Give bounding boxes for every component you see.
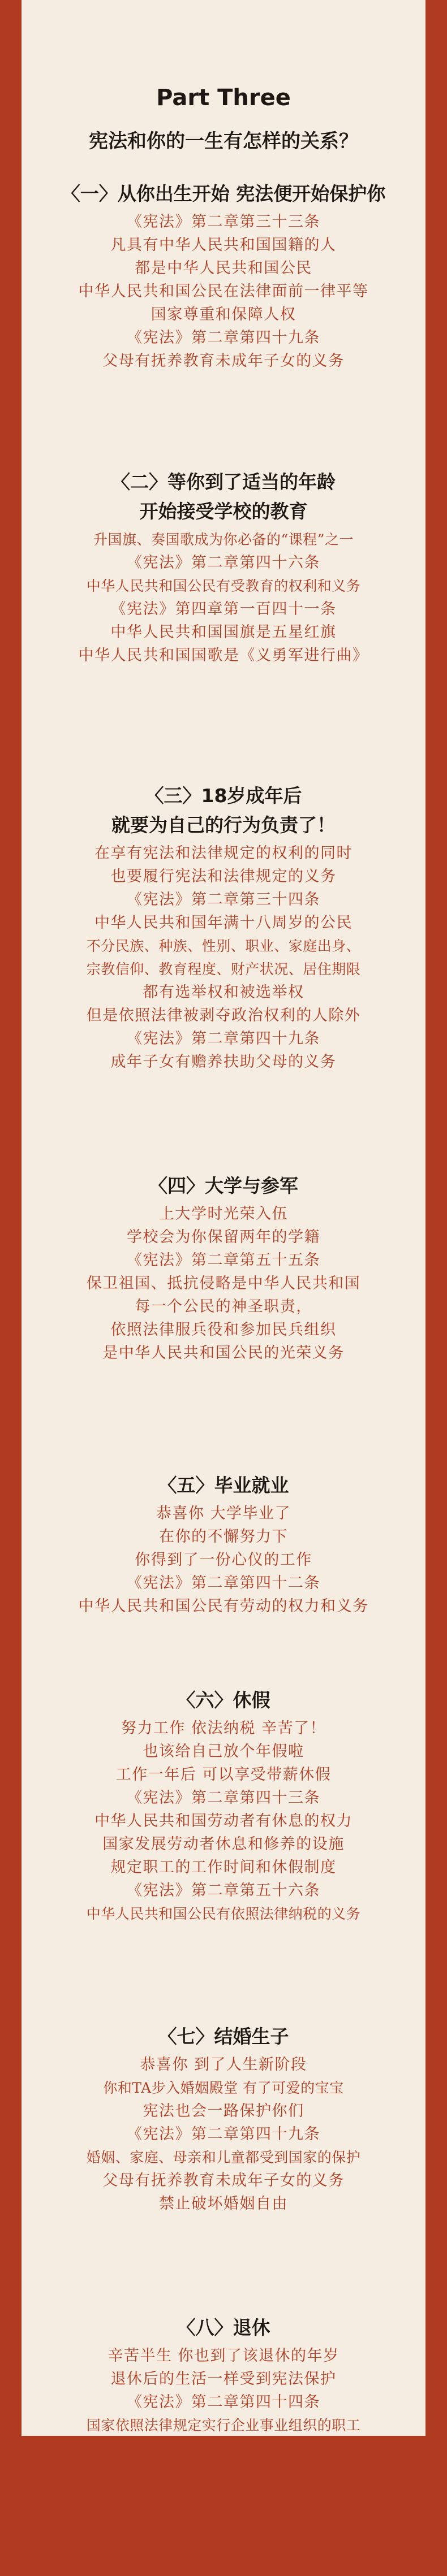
section-line: 《宪法》第二章第四十九条	[127, 329, 320, 347]
section-1	[22, 181, 425, 373]
section-line: 父母有抚养教育未成年子女的义务	[102, 352, 345, 370]
section-heading: 就要为自己的行为负责了！	[111, 814, 336, 836]
section-line: 中华人民共和国年满十八周岁的公民	[94, 914, 353, 932]
section-line: 有从国家和社会获得物质帮助的权力	[94, 2556, 353, 2573]
section-line: 恭喜你 大学毕业了	[156, 1505, 291, 1522]
main-question: 宪法和你的一生有怎样的关系？	[89, 130, 358, 153]
section-line: 辛苦半生 你也到了该退休的年岁	[108, 2347, 339, 2365]
section-line: 但是依照法律被剥夺政治权利的人除外	[86, 1007, 361, 1024]
section-line: 宗教信仰、教育程度、财产状况、居住期限	[86, 961, 361, 977]
part-title: Part Three	[156, 85, 291, 111]
section-line: 都有选举权和被选举权	[143, 984, 304, 1001]
section-line: 退休后的生活一样受到宪法保护	[110, 2370, 337, 2388]
section-line: 依照法律服兵役和参加民兵组织	[110, 1321, 337, 1339]
section-5	[22, 1473, 425, 1618]
section-4	[22, 1173, 425, 1365]
section-line: 《宪法》第二章第三十三条	[127, 213, 320, 231]
section-line: 《宪法》第二章第四十六条	[127, 554, 320, 572]
section-heading: 开始接受学校的教育	[139, 500, 308, 522]
section-line: 退休人员的生活受到国家和社会的保障	[86, 2463, 361, 2480]
section-line: 国家发展劳动者休息和修养的设施	[102, 1835, 345, 1853]
section-line: 《宪法》第二章第四十四条	[127, 2393, 320, 2411]
section-line: 《宪法》第二章第五十六条	[127, 1882, 320, 1899]
section-line: 和国家机关工作人员的退休制度	[110, 2440, 337, 2457]
section-line: 中华人民共和国劳动者有休息的权力	[94, 1812, 353, 1830]
section-6	[22, 1687, 425, 1925]
section-line: 禁止破坏婚姻自由	[159, 2195, 288, 2213]
section-line: 《宪法》第二章第四十五条	[127, 2486, 320, 2504]
section-heading: 〈六〉休假	[177, 1689, 270, 1711]
section-line: 父母有抚养教育未成年子女的义务	[102, 2172, 345, 2189]
section-line: 《宪法》第二章第三十四条	[127, 891, 320, 908]
section-line: 是中华人民共和国公民的光荣义务	[102, 1344, 345, 1362]
section-7	[22, 2024, 425, 2215]
section-2	[22, 469, 425, 667]
section-3	[22, 783, 425, 1073]
section-heading: 〈三〉18岁成年后	[145, 785, 302, 807]
section-line: 升国旗、奏国歌成为你必备的“课程”之一	[93, 531, 354, 548]
section-line: 上大学时光荣入伍	[159, 1205, 288, 1223]
section-line: 在你的不懈努力下	[159, 1528, 288, 1545]
content-paper	[22, 0, 425, 2573]
section-line: 努力工作 依法纳税 辛苦了！	[121, 1720, 326, 1737]
section-line: 在享有宪法和法律规定的权利的同时	[94, 845, 353, 862]
section-line: 宪法也会一路保护你们	[143, 2102, 304, 2120]
section-line: 国家依照法律规定实行企业事业组织的职工	[86, 2417, 361, 2434]
section-line: 中华人民共和国公民在法律面前一律平等	[78, 283, 369, 300]
section-line: 恭喜你 到了人生新阶段	[140, 2056, 307, 2073]
section-line: 也该给自己放个年假啦	[143, 1743, 304, 1760]
section-line: 《宪法》第二章第四十九条	[127, 2125, 320, 2143]
section-line: 规定职工的工作时间和休假制度	[110, 1859, 337, 1876]
section-line: 中华人民共和国国歌是《义勇军进行曲》	[78, 647, 369, 664]
section-line: 也要履行宪法和法律规定的义务	[110, 868, 337, 885]
section-line: 成年子女有赡养扶助父母的义务	[110, 1053, 337, 1071]
section-line: 《宪法》第二章第四十九条	[127, 1030, 320, 1047]
section-heading: 〈一〉从你出生开始 宪法便开始保护你	[61, 183, 386, 205]
section-line: 保卫祖国、抵抗侵略是中华人民共和国	[86, 1275, 361, 1292]
section-line: 工作一年后 可以享受带薪休假	[115, 1766, 332, 1783]
section-line: 丧失劳动能力的情况下	[143, 2532, 304, 2550]
section-line: 都是中华人民共和国公民	[135, 259, 312, 277]
section-line: 中华人民共和国公民有受教育的权利和义务	[86, 578, 361, 594]
section-line: 《宪法》第二章第五十五条	[127, 1252, 320, 1269]
section-8	[22, 2315, 425, 2576]
section-heading: 〈四〉大学与参军	[149, 1175, 298, 1197]
section-line: 中华人民共和国公民有依照法律纳税的义务	[86, 1906, 361, 1922]
section-line: 凡具有中华人民共和国国籍的人	[110, 236, 337, 254]
section-line: 《宪法》第四章第一百四十一条	[110, 600, 337, 618]
page-frame	[10, 0, 437, 2573]
section-line: 中华人民共和国公民有劳动的权力和义务	[78, 1597, 369, 1615]
section-line: 不分民族、种族、性别、职业、家庭出身、	[86, 938, 361, 954]
section-line: 你和TA步入婚姻殿堂 有了可爱的宝宝	[103, 2080, 344, 2096]
section-line: 学校会为你保留两年的学籍	[127, 1228, 320, 1246]
section-heading: 〈五〉毕业就业	[158, 1474, 289, 1496]
section-line: 《宪法》第二章第四十三条	[127, 1789, 320, 1807]
section-heading: 〈七〉结婚生子	[158, 2025, 289, 2047]
section-line: 《宪法》第二章第四十二条	[127, 1574, 320, 1592]
section-line: 每一个公民的神圣职责，	[135, 1298, 312, 1315]
section-line: 国家尊重和保障人权	[151, 306, 296, 323]
section-heading: 〈二〉等你到了适当的年龄	[111, 471, 336, 493]
section-line: 婚姻、家庭、母亲和儿童都受到国家的保护	[86, 2149, 361, 2166]
section-line: 你得到了一份心仪的工作	[135, 1551, 312, 1569]
section-line: 中华人民共和国国旗是五星红旗	[110, 624, 337, 641]
section-line: 中华人民共和国公民在年老、疾病或者	[86, 2509, 361, 2527]
section-heading: 〈八〉退休	[177, 2317, 270, 2339]
